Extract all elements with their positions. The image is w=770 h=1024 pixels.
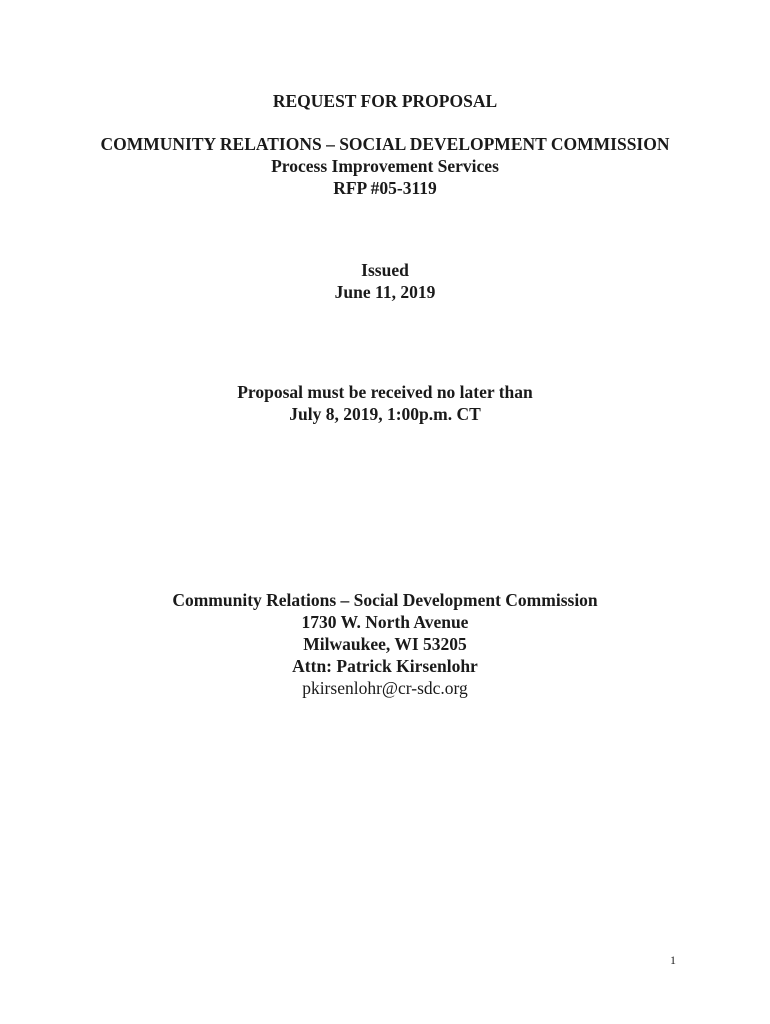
deadline-notice: Proposal must be received no later than [237,382,533,402]
contact-attention: Attn: Patrick Kirsenlohr [292,656,478,676]
contact-section [0,589,770,699]
deadline-section [0,381,770,425]
contact-street: 1730 W. North Avenue [301,612,469,632]
issued-date: June 11, 2019 [334,282,436,302]
contact-city-state-zip: Milwaukee, WI 53205 [303,634,467,654]
contact-email: pkirsenlohr@cr-sdc.org [302,678,468,698]
issued-label: Issued [361,260,409,280]
deadline-datetime: July 8, 2019, 1:00p.m. CT [289,404,481,424]
header-rfp-number: RFP #05-3119 [333,178,437,198]
header-organization: COMMUNITY RELATIONS – SOCIAL DEVELOPMENT COMMISSION [100,134,670,154]
page-number: 1 [670,953,676,967]
document-header [0,133,770,199]
document-title: REQUEST FOR PROPOSAL [272,91,498,111]
issued-section [0,259,770,303]
header-service: Process Improvement Services [271,156,499,176]
contact-organization: Community Relations – Social Development Commission [172,590,598,610]
